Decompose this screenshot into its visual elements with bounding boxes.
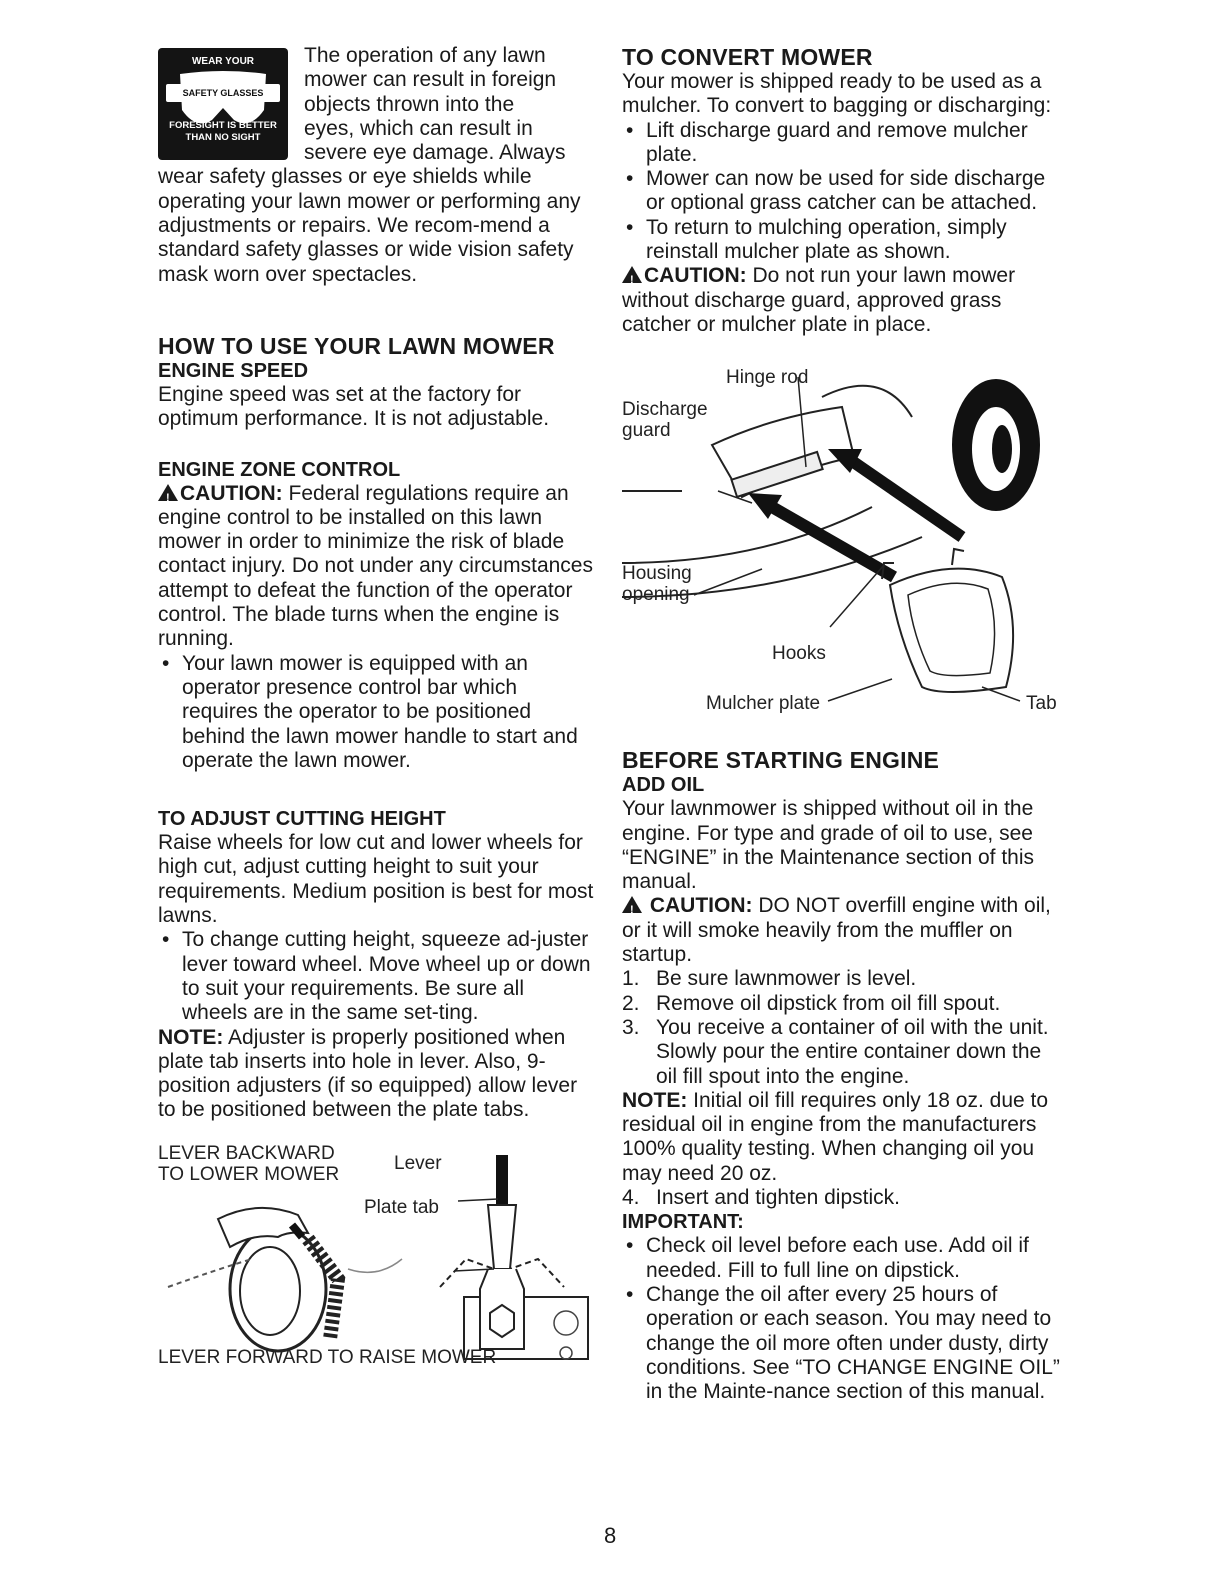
engine-zone-paragraph: !CAUTION: Federal regulations require an engine control to be installed on this lawn mower in order to minimize the risk of blade contact injury. Do not under any circumstances attempt to defeat the function of the operator control. The blade turns when the engine is running. xyxy=(158,482,594,652)
lever-label: Lever xyxy=(394,1152,442,1174)
before-starting-heading: BEFORE STARTING ENGINE xyxy=(622,747,940,774)
cutting-height-list xyxy=(158,928,594,1025)
height-note: NOTE: Adjuster is properly positioned when plate tab inserts into hole in lever. Also, 9-position adjusters (if so equipped) allow lever to be positioned between the plate tabs. xyxy=(158,1025,578,1122)
list-item: 3. You receive a container of oil with the unit. Slowly pour the entire container down the oil fill spout into the engine. xyxy=(622,1015,1049,1088)
left-column xyxy=(158,44,594,1369)
warning-icon xyxy=(622,266,642,283)
engine-zone-heading: ENGINE ZONE CONTROL xyxy=(158,458,401,481)
height-adjuster-figure xyxy=(158,1139,594,1369)
oil-steps xyxy=(622,967,1062,1088)
page-number: 8 xyxy=(604,1523,617,1548)
list-item: • Your lawn mower is equipped with an operator presence control bar which requires the operator to be positioned behind the lawn mower handle to start and operate the lawn mower. xyxy=(158,652,594,773)
badge-top-text: WEAR YOUR xyxy=(191,56,255,67)
list-item: 2. Remove oil dipstick from oil fill spout. xyxy=(622,991,1001,1015)
how-to-use-heading: HOW TO USE YOUR LAWN MOWER xyxy=(158,332,555,359)
oil-note: NOTE: Initial oil fill requires only 18 oz. due to residual oil in engine from the manufacturers 100% quality testing. When changing oil you may need 20 oz. xyxy=(622,1088,1049,1185)
lever-forward-label: LEVER FORWARD TO RAISE MOWER xyxy=(158,1346,497,1368)
list-item: • Mower can now be used for side discharge or optional grass catcher can be attached. xyxy=(622,167,1062,216)
discharge-guard-label: Discharge guard xyxy=(622,399,708,442)
list-item: 4. Insert and tighten dipstick. xyxy=(622,1186,900,1210)
oil-caution: ! CAUTION: DO NOT overfill engine with oil, or it will smoke heavily from the muffler on startup. xyxy=(622,894,1062,967)
important-heading: IMPORTANT: xyxy=(622,1211,744,1234)
engine-zone-list xyxy=(158,652,594,773)
right-column xyxy=(622,44,1062,1404)
convert-text: Your mower is shipped ready to be used as a mulcher. To convert to bagging or discharging: xyxy=(622,70,1052,118)
convert-list xyxy=(622,119,1062,265)
badge-middle-text: SAFETY GLASSES xyxy=(166,84,280,102)
list-item: • To return to mulching operation, simply reinstall mulcher plate as shown. xyxy=(622,216,1062,265)
warning-icon xyxy=(158,484,178,501)
add-oil-text: Your lawnmower is shipped without oil in the engine. For type and grade of oil to use, see “ENGINE” in the Maintenance section of this manual. xyxy=(622,797,1035,894)
oil-steps-continued xyxy=(622,1186,1062,1210)
list-item: 1. Be sure lawnmower is level. xyxy=(622,967,917,991)
intro-paragraph: wear safety glasses or eye shields while operating your lawn mower or performing any adjustments or repairs. We recom-mend a standard safety glasses or wide vision safety mask worn over spectacles. xyxy=(158,165,581,286)
badge-bottom-text: FORESIGHT IS BETTER THAN NO SIGHT xyxy=(169,120,277,143)
hooks-label: Hooks xyxy=(772,643,826,665)
list-item: • Change the oil after every 25 hours of operation or each season. You may need to change the oil more often under dusty, dirty conditions. See “TO CHANGE ENGINE OIL” in the Mainte-nance section of this manual. xyxy=(622,1283,1062,1404)
warning-icon xyxy=(622,896,642,913)
add-oil-heading: ADD OIL xyxy=(622,774,705,797)
cutting-height-text: Raise wheels for low cut and lower wheels for high cut, adjust cutting height to suit your requirements. Medium position is best for most lawns. xyxy=(158,831,594,928)
mulcher-plate-label: Mulcher plate xyxy=(706,693,821,715)
cutting-height-heading: TO ADJUST CUTTING HEIGHT xyxy=(158,808,446,831)
mulcher-figure xyxy=(622,357,1062,717)
list-item: • Lift discharge guard and remove mulcher plate. xyxy=(622,119,1062,168)
important-list xyxy=(622,1234,1062,1404)
housing-opening-label: Housing opening xyxy=(622,563,692,606)
safety-glasses-badge xyxy=(158,48,288,160)
list-item: • To change cutting height, squeeze ad-juster lever toward wheel. Move wheel up or down to suit your requirements. Be sure all wheels are in the same set-ting. xyxy=(158,928,594,1025)
list-item: • Check oil level before each use. Add oil if needed. Fill to full line on dipstick. xyxy=(622,1234,1062,1283)
engine-speed-heading: ENGINE SPEED xyxy=(158,359,309,382)
plate-tab-label: Plate tab xyxy=(364,1196,439,1218)
convert-caution: !CAUTION: Do not run your lawn mower without discharge guard, approved grass catcher or mulcher plate in place. xyxy=(622,264,1062,337)
convert-mower-heading: TO CONVERT MOWER xyxy=(622,44,873,70)
lever-backward-label: LEVER BACKWARD TO LOWER MOWER xyxy=(158,1142,340,1185)
tab-label: Tab xyxy=(1026,693,1057,715)
engine-speed-text: Engine speed was set at the factory for optimum performance. It is not adjustable. xyxy=(158,382,550,431)
hinge-rod-label: Hinge rod xyxy=(726,367,809,389)
safety-intro: WEAR YOUR SAFETY GLASSES FORESIGHT IS BETTER THAN NO SIGHT The operation of any lawn mower can result in foreign objects thrown into the eyes, which can result in severe eye damage. Always wear safety glasses or eye shields while operating your lawn mower or performing any adjustments or repairs. We recom-mend a standard safety glasses or wide vision safety mask worn over spectacles. xyxy=(158,44,594,287)
